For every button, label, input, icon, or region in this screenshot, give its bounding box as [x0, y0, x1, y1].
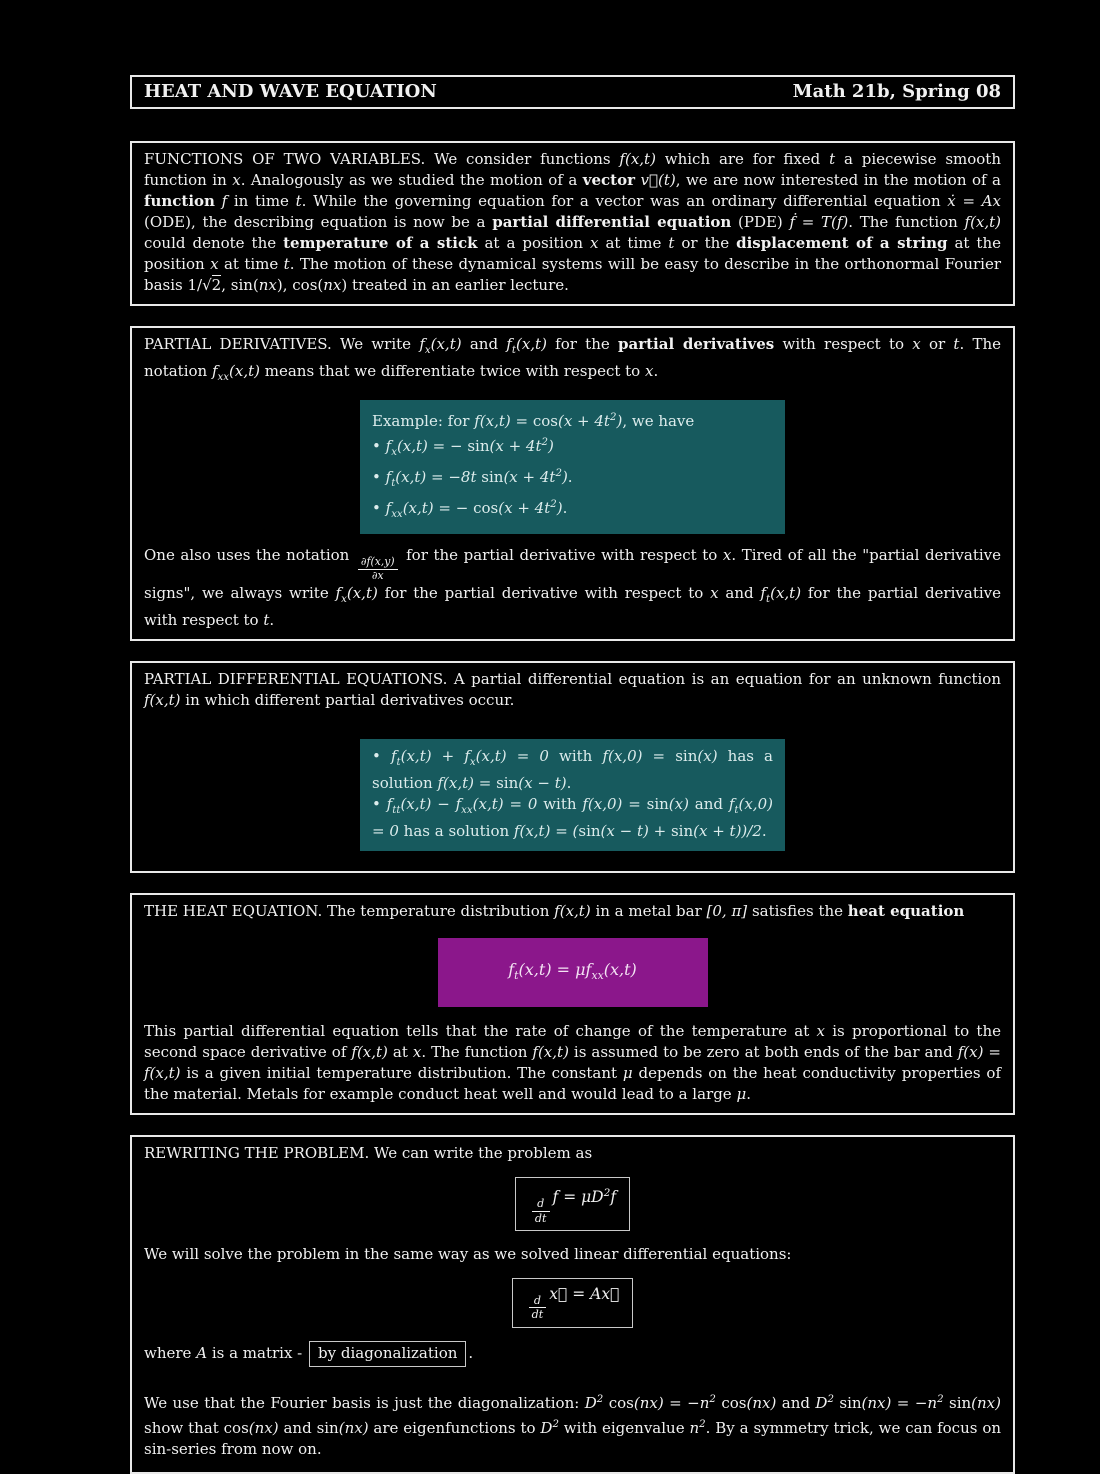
heat-equation-body: This partial differential equation tells that the rate of change of the temperature at x is proportional to the second space derivative of f(x,t) at x. The function f(x,t) is assumed to be zero at both ends of the bar and f(x) = f(x,t) is a given initial temperature distribution. The constant μ depends on the heat conductivity properties of the material. Metals for example conduct heat well and would lead to a large μ. [144, 1021, 1002, 1103]
rewriting-intro: REWRITING THE PROBLEM. We can write the problem as [144, 1143, 593, 1162]
by-diagonalization-boxed: by diagonalization [309, 1341, 466, 1367]
example-highlight-box [360, 400, 785, 534]
matrix-line-prefix: where A is a matrix - [144, 1343, 308, 1362]
example-title-line: Example: for $f(x,t) = \cos(x + 4t^2)$, we have [372, 412, 695, 430]
example-bullet-2: • $f_t(x,t) = -8t$ $\sin(x + 4t^2)$. [372, 468, 573, 489]
partial-differential-equations-box [130, 661, 1015, 873]
header-box [130, 75, 1015, 109]
pde-intro: PARTIAL DIFFERENTIAL EQUATIONS. A partial differential equation is an equation for an unknown function f(x,t) in which different partial derivatives occur. [144, 669, 1001, 709]
equation1-formula: $\frac{d}{dt}$ $f = \mu D^2f$ [515, 1177, 630, 1231]
pde-examples-highlight-box [360, 739, 785, 851]
pde-example-2: • $f_{tt}(x,t) - f_{xx}(x,t) = 0$ with f(x,0) = sin(x) and $f_t(x,0) = 0$ has a solution f(x,t) = (sin(x − t) + sin(x + t))/2. [372, 794, 773, 840]
heat-equation-highlight [438, 938, 708, 1007]
partial-derivatives-intro: PARTIAL DERIVATIVES. We write $f_x(x,t)$ and $f_t(x,t)$ for the partial derivatives with respect to x or t. The notation $f_{xx}(x,t)$ means that we differentiate twice with respect to x. [144, 335, 1002, 383]
matrix-line [144, 1341, 1001, 1367]
pde-example-1: • $f_t(x,t) + f_x(x,t) = 0$ with f(x,0) = sin(x) has a solution f(x,t) = sin(x − t). [372, 746, 773, 792]
functions-paragraph: FUNCTIONS OF TWO VARIABLES. We consider functions f(x,t) which are for fixed t a piecewise smooth function in x. Analogously as we studied the motion of a vector v⃗(t), we are now interested in the motion of a function f in time t. While the governing equation for a vector was an ordinary differential equation ẋ = Ax (ODE), the describing equation is now be a partial differential equation (PDE) ḟ = T(f). The function f(x,t) could denote the temperature of a stick at a position x at time t or the displacement of a string at the position x at time t. The motion of these dynamical systems will be easy to describe in the orthonormal Fourier basis 1/√2, sin(nx), cos(nx) treated in an earlier lecture. [144, 150, 1002, 294]
equation2-wrapper [144, 1278, 1001, 1328]
fourier-paragraph: We use that the Fourier basis is just the diagonalization: $D^2$ $\cos(nx) = -n^2$ cos(nx) and $D^2$ $\sin(nx) = -n^2$ sin(nx) show that cos(nx) and sin(nx) are eigenfunctions to $D^2$ with eigenvalue $n^2$. By a symmetry trick, we can focus on sin-series from now on. [144, 1393, 1002, 1458]
functions-of-two-variables-box [130, 141, 1015, 306]
matrix-line-suffix: . [468, 1343, 474, 1362]
heat-equation-intro: THE HEAT EQUATION. The temperature distribution f(x,t) in a metal bar [0, π] satisfies the heat equation [144, 901, 965, 920]
heat-equation-box [130, 893, 1015, 1115]
equation1-wrapper [144, 1177, 1001, 1231]
course-label: Math 21b, Spring 08 [792, 81, 1001, 102]
rewriting-the-problem-box [130, 1135, 1015, 1474]
example-bullet-3: • $f_{xx}(x,t)$ = − $\cos(x + 4t^2)$. [372, 499, 568, 520]
equation2-formula: $\frac{d}{dt}$ x⃗ = Ax⃗ [512, 1278, 634, 1328]
example-bullet-1: • $f_x(x,t)$ = − $\sin(x + 4t^2)$ [372, 437, 554, 458]
heat-equation-formula: $f_t(x,t) = \mu f_{xx}(x,t)$ [508, 959, 637, 982]
solve-line: We will solve the problem in the same way as we solved linear differential equations: [144, 1244, 792, 1263]
notation-note-paragraph: One also uses the notation $\frac{\partial f(x,y)}{\partial x}$ for the partial derivative with respect to x. Tired of all the "partial derivative signs", we always write $f_x(x,t)$ for the partial derivative with respect to x and $f_t(x,t)$ for the partial derivative with respect to t. [144, 546, 1001, 629]
page-title: HEAT AND WAVE EQUATION [144, 81, 437, 102]
partial-derivatives-box [130, 326, 1015, 641]
